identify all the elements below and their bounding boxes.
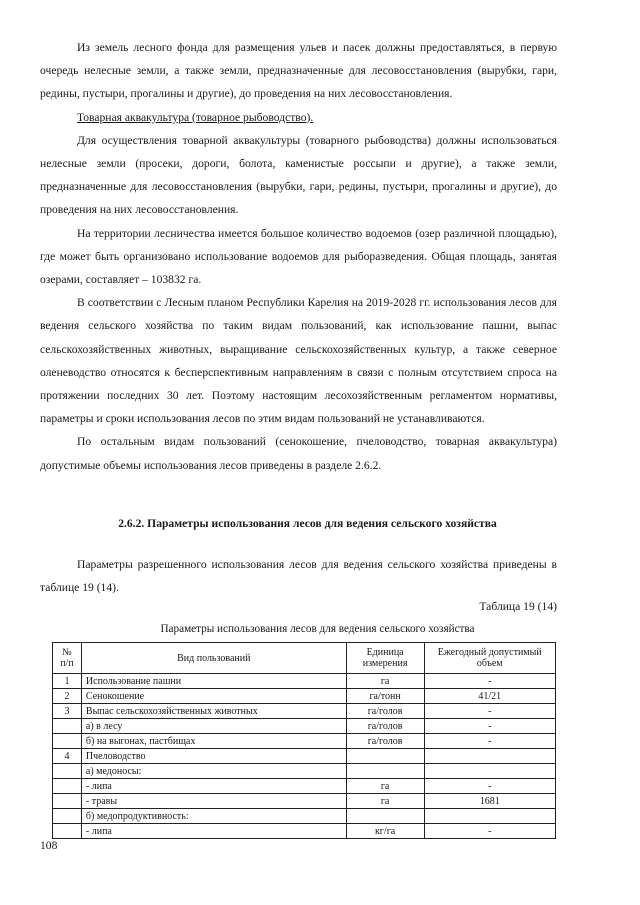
paragraph-apiary-lands: Из земель лесного фонда для размещения ульев и пасек должны предоставляться, в первую очередь нелесные земли, а также земли, предназначенные для лесовосстановления (вырубки, гари, редины, пустыри, прогалины и другие), до проведения на них лесовосстановления. xyxy=(40,41,557,101)
page-number: 108 xyxy=(40,839,58,852)
cell-volume: 1681 xyxy=(424,794,556,809)
cell-num: 4 xyxy=(53,749,82,764)
table-row xyxy=(53,809,556,824)
section-paragraph-block xyxy=(40,553,557,599)
cell-type: - травы xyxy=(81,794,346,809)
paragraph-forest-plan: В соответствии с Лесным планом Республики Карелия на 2019-2028 гг. использования лесов для ведения сельского хозяйства по таким видам пользований, как использование пашни, выпас сельскохозяйственных животных, выращивание сельскохозяйственных культур, а также северное оленеводство относятся к бесперспективным направлениям в связи с полным отсутствием спроса на протяжении последних 30 лет. Поэтому настоящим лесохозяйственным регламентом нормативы, параметры и сроки использования лесов по этим видам пользований не устанавливаются. xyxy=(40,296,557,426)
table-row xyxy=(53,734,556,749)
cell-num xyxy=(53,824,82,839)
table-row xyxy=(53,749,556,764)
table-number: Таблица 19 (14) xyxy=(479,600,557,613)
paragraph-other-uses: По остальным видам пользований (сенокошение, пчеловодство, товарная аквакультура) допустимые объемы использования лесов приведены в разделе 2.6.2. xyxy=(40,435,557,472)
cell-num xyxy=(53,809,82,824)
cell-unit: га/голов xyxy=(346,734,424,749)
paragraph-aquaculture-heading: Товарная аквакультура (товарное рыбоводство). xyxy=(77,110,314,124)
cell-unit xyxy=(346,749,424,764)
table-row xyxy=(53,689,556,704)
cell-unit xyxy=(346,764,424,779)
table-caption: Параметры использования лесов для ведения сельского хозяйства xyxy=(160,623,475,635)
table-row xyxy=(53,674,556,689)
cell-num: 3 xyxy=(53,704,82,719)
header-unit: Единица измерения xyxy=(346,643,424,674)
cell-volume: - xyxy=(424,719,556,734)
cell-unit: га xyxy=(346,674,424,689)
body-text-top xyxy=(40,36,557,477)
cell-type: а) медоносы: xyxy=(81,764,346,779)
table-row xyxy=(53,704,556,719)
cell-num xyxy=(53,779,82,794)
cell-unit: га/тонн xyxy=(346,689,424,704)
cell-num xyxy=(53,734,82,749)
cell-type: б) медопродуктивность: xyxy=(81,809,346,824)
table-row xyxy=(53,719,556,734)
paragraph-aquaculture-lands: Для осуществления товарной аквакультуры (товарного рыбоводства) должны использоваться нелесные земли (просеки, дороги, болота, каменистые россыпи и другие), а также земли, предназначенные для лесовосстановления (вырубки, гари, редины, пустыри, прогалины и другие), до проведения на них лесовосстановления. xyxy=(40,133,557,217)
cell-num xyxy=(53,719,82,734)
cell-type: - липа xyxy=(81,824,346,839)
cell-type: Сенокошение xyxy=(81,689,346,704)
cell-type: Выпас сельскохозяйственных животных xyxy=(81,704,346,719)
cell-type: Использование пашни xyxy=(81,674,346,689)
section-heading: 2.6.2. Параметры использования лесов для ведения сельского хозяйства xyxy=(118,517,497,530)
cell-volume xyxy=(424,764,556,779)
cell-num: 2 xyxy=(53,689,82,704)
parameters-table xyxy=(52,642,556,839)
paragraph-water-bodies: На территории лесничества имеется большое количество водоемов (озер различной площадью), где может быть организовано использование водоемов для рыборазведения. Общая площадь, занятая озерами, составляет – 103832 га. xyxy=(40,226,557,287)
cell-volume xyxy=(424,809,556,824)
header-num: № п/п xyxy=(53,643,82,674)
cell-unit xyxy=(346,809,424,824)
table-body xyxy=(53,674,556,839)
cell-volume: 41/21 xyxy=(424,689,556,704)
cell-unit: га xyxy=(346,779,424,794)
section-paragraph: Параметры разрешенного использования лесов для ведения сельского хозяйства приведены в таблице 19 (14). xyxy=(40,558,557,594)
cell-unit: га/голов xyxy=(346,719,424,734)
table-row xyxy=(53,824,556,839)
table-row xyxy=(53,764,556,779)
cell-volume: - xyxy=(424,734,556,749)
cell-volume xyxy=(424,749,556,764)
cell-unit: кг/га xyxy=(346,824,424,839)
cell-unit: га/голов xyxy=(346,704,424,719)
header-type: Вид пользований xyxy=(81,643,346,674)
table-header-row xyxy=(53,643,556,674)
cell-volume: - xyxy=(424,704,556,719)
cell-unit: га xyxy=(346,794,424,809)
table-row xyxy=(53,779,556,794)
cell-volume: - xyxy=(424,824,556,839)
header-volume: Ежегодный допустимый объем xyxy=(424,643,556,674)
cell-type: б) на выгонах, пастбищах xyxy=(81,734,346,749)
cell-volume: - xyxy=(424,674,556,689)
cell-num xyxy=(53,794,82,809)
table-row xyxy=(53,794,556,809)
cell-num xyxy=(53,764,82,779)
cell-num: 1 xyxy=(53,674,82,689)
cell-volume: - xyxy=(424,779,556,794)
cell-type: - липа xyxy=(81,779,346,794)
cell-type: а) в лесу xyxy=(81,719,346,734)
cell-type: Пчеловодство xyxy=(81,749,346,764)
